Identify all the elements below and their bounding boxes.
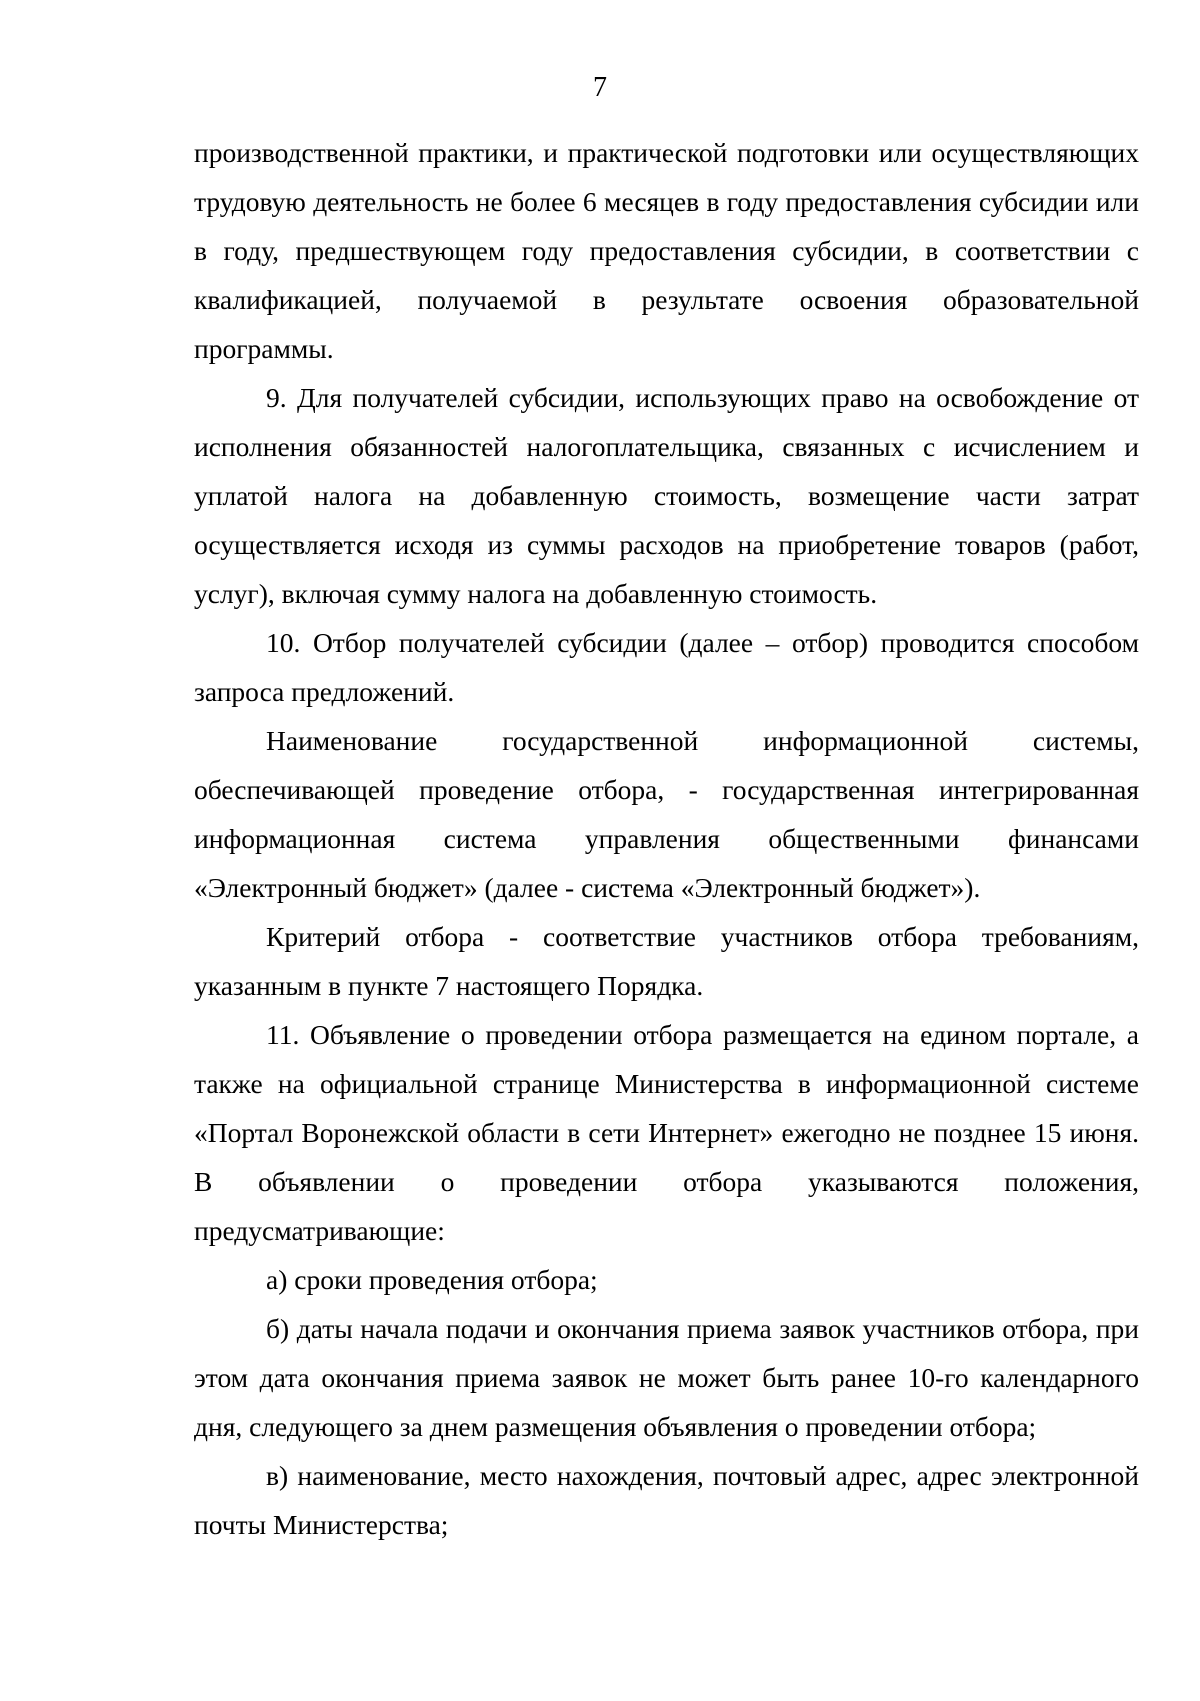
list-item-a: а) сроки проведения отбора; (266, 1264, 598, 1295)
list-item-b: б) даты начала подачи и окончания приема заявок участников отбора, при этом дата окончания приема заявок не может быть ранее 10-го календарного дня, следующего за днем размещения объявления о проведении отбора; (194, 1313, 1139, 1442)
page-number: 7 (593, 72, 607, 103)
list-item-v: в) наименование, место нахождения, почтовый адрес, адрес электронной почты Министерства; (194, 1460, 1139, 1540)
paragraph-item-11: 11. Объявление о проведении отбора размещается на едином портале, а также на официальной странице Министерства в информационной системе «Портал Воронежской области в сети Интернет» ежегодно не позднее 15 июня. В объявлении о проведении отбора указываются положения, предусматривающие: (194, 1019, 1139, 1246)
document-body (194, 128, 1139, 1549)
paragraph-item-9: 9. Для получателей субсидии, использующих право на освобождение от исполнения обязанностей налогоплательщика, связанных с исчислением и уплатой налога на добавленную стоимость, возмещение части затрат осуществляется исходя из суммы расходов на приобретение товаров (работ, услуг), включая сумму налога на добавленную стоимость. (194, 382, 1139, 609)
paragraph-system-name: Наименование государственной информационной системы, обеспечивающей проведение отбора, - государственная интегрированная информационная система управления общественными финансами «Электронный бюджет» (далее - система «Электронный бюджет»). (194, 725, 1139, 903)
paragraph-item-10: 10. Отбор получателей субсидии (далее – отбор) проводится способом запроса предложений. (194, 627, 1139, 707)
paragraph-continuation: производственной практики, и практической подготовки или осуществляющих трудовую деятельность не более 6 месяцев в году предоставления субсидии или в году, предшествующем году предоставления субсидии, в соответствии с квалификацией, получаемой в результате освоения образовательной программы. (194, 137, 1139, 364)
paragraph-selection-criterion: Критерий отбора - соответствие участников отбора требованиям, указанным в пункте 7 настоящего Порядка. (194, 921, 1139, 1001)
